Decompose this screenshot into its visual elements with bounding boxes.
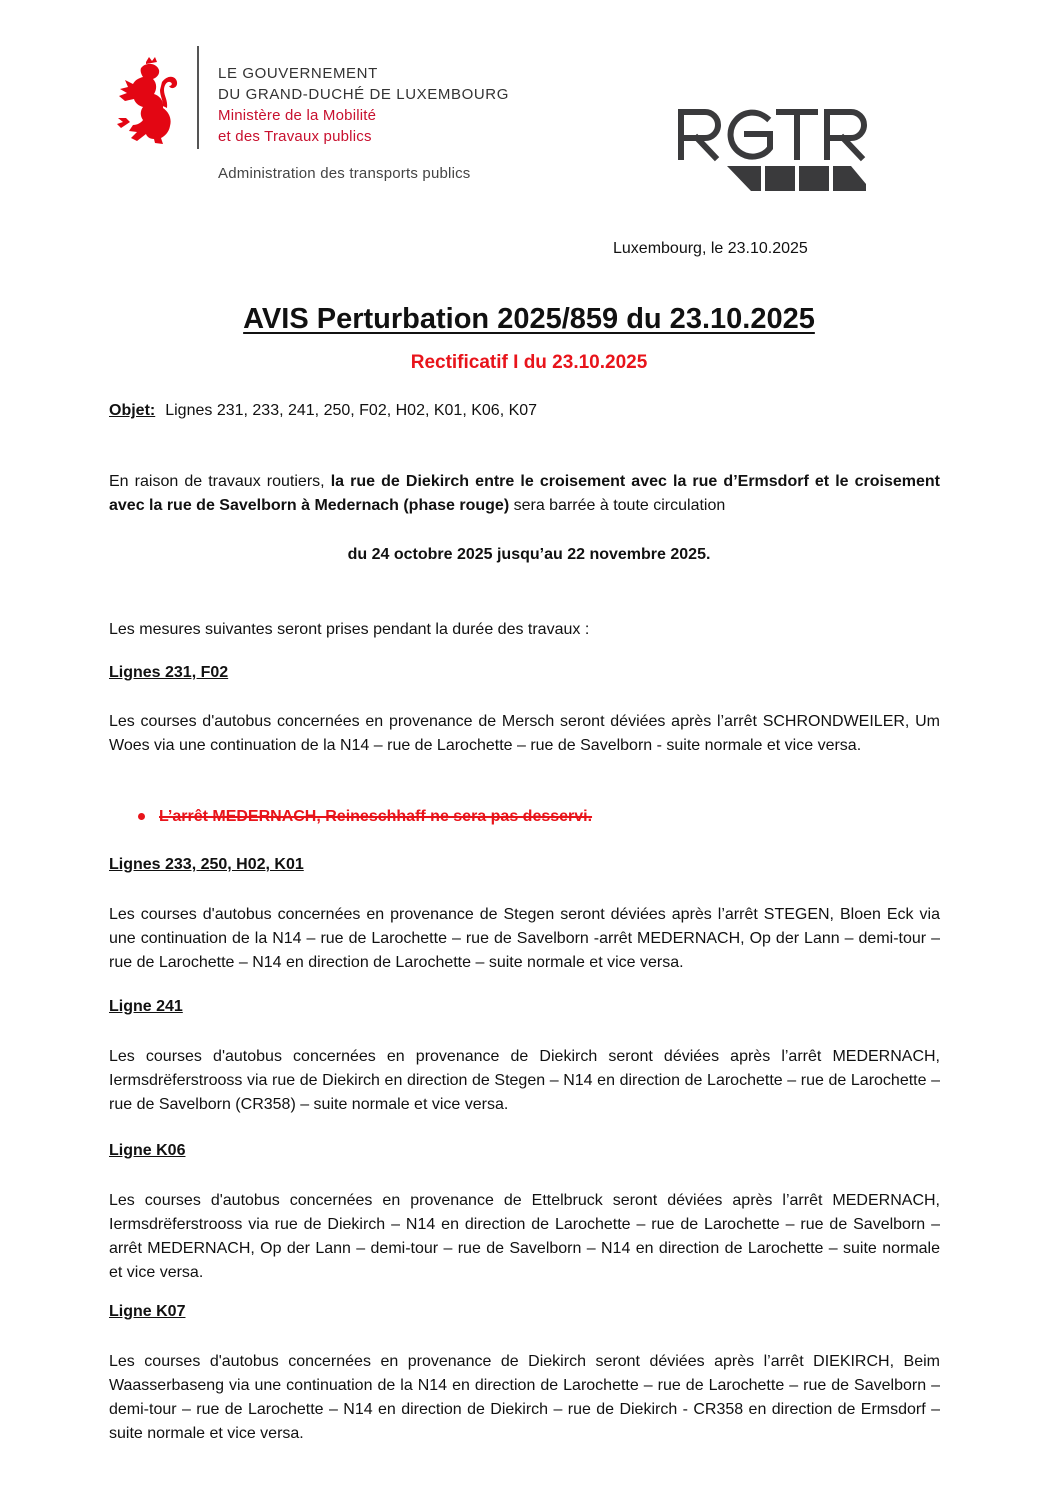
government-block bbox=[218, 63, 509, 147]
administration-name: Administration des transports publics bbox=[218, 165, 471, 182]
section-heading: Ligne K07 bbox=[109, 1303, 186, 1320]
section-heading: Lignes 231, F02 bbox=[109, 664, 229, 681]
section-text: Les courses d'autobus concernées en provenance de Diekirch seront déviées après l’arrêt DIEKIRCH, Beim Waasserbaseng via une continuation de la N14 en direction de Larochette – rue de Larochette – rue de Savelborn – demi-tour – rue de Larochette – N14 en direction de Diekirch – rue de Diekirch - CR358 en direction de Ermsdorf – suite normale et vice versa. bbox=[109, 1353, 940, 1442]
section-text: Les courses d'autobus concernées en provenance de Mersch seront déviées après l’arrêt SCHRONDWEILER, Um Woes via une continuation de la N14 – rue de Larochette – rue de Savelborn - suite normale et vice versa. bbox=[109, 713, 940, 754]
red-lion-icon bbox=[116, 56, 184, 148]
place-date: Luxembourg, le 23.10.2025 bbox=[613, 240, 808, 257]
section-text: Les courses d'autobus concernées en provenance de Stegen seront déviées après l’arrêt STEGEN, Bloen Eck via une continuation de la N14 – rue de Larochette – rue de Savelborn -arrêt MEDERNACH, Op der Lann – demi-tour – rue de Larochette – N14 en direction de Larochette – suite normale et vice versa. bbox=[109, 906, 940, 971]
intro-bold: la rue de Diekirch entre le croisement avec la rue d’Ermsdorf et le croisement avec la rue de Savelborn à Medernach (phase rouge) bbox=[109, 473, 941, 514]
struck-bullet-item bbox=[138, 808, 592, 826]
section-heading: Lignes 233, 250, H02, K01 bbox=[109, 856, 304, 873]
government-line1: LE GOUVERNEMENT bbox=[218, 65, 378, 82]
page-title bbox=[0, 303, 1058, 336]
objet-label: Objet: bbox=[109, 402, 156, 419]
objet-line bbox=[109, 402, 537, 420]
bullet-icon bbox=[138, 813, 145, 820]
section-heading: Ligne 241 bbox=[109, 998, 183, 1015]
intro-paragraph bbox=[109, 470, 940, 518]
header-divider bbox=[197, 46, 199, 149]
section-text: Les courses d'autobus concernées en provenance de Diekirch seront déviées après l’arrêt MEDERNACH, Iermsdrëferstrooss via rue de Diekirch en direction de Stegen – N14 en direction de Larochette – rue de Larochette – rue de Savelborn (CR358) – suite normale et vice versa. bbox=[109, 1048, 940, 1113]
struck-bullet-text: L’arrêt MEDERNACH, Reineschhaff ne sera pas desservi. bbox=[159, 808, 593, 825]
ministry-line2: et des Travaux publics bbox=[218, 128, 372, 145]
section-heading: Ligne K06 bbox=[109, 1142, 186, 1159]
government-line2: DU GRAND-DUCHÉ DE LUXEMBOURG bbox=[218, 86, 509, 103]
intro-suffix: sera barrée à toute circulation bbox=[509, 497, 726, 514]
title-text: AVIS Perturbation 2025/859 du 23.10.2025 bbox=[243, 303, 815, 335]
objet-value: Lignes 231, 233, 241, 250, F02, H02, K01, K06, K07 bbox=[165, 402, 538, 419]
section-text: Les courses d'autobus concernées en provenance de Ettelbruck seront déviées après l’arrêt MEDERNACH, Iermsdrëferstrooss via rue de Diekirch – N14 en direction de Larochette – rue de Larochette – rue de Savelborn – arrêt MEDERNACH, Op der Lann – demi-tour – rue de Savelborn – N14 en direction de Larochette – suite normale et vice versa. bbox=[109, 1192, 940, 1281]
rectificatif-subtitle: Rectificatif I du 23.10.2025 bbox=[410, 352, 648, 373]
period-text: du 24 octobre 2025 jusqu’au 22 novembre 2025. bbox=[347, 546, 711, 563]
ministry-line1: Ministère de la Mobilité bbox=[218, 107, 377, 124]
measures-intro: Les mesures suivantes seront prises pendant la durée des travaux : bbox=[109, 621, 590, 638]
rgtr-logo bbox=[675, 104, 870, 194]
intro-prefix: En raison de travaux routiers, bbox=[109, 473, 331, 490]
